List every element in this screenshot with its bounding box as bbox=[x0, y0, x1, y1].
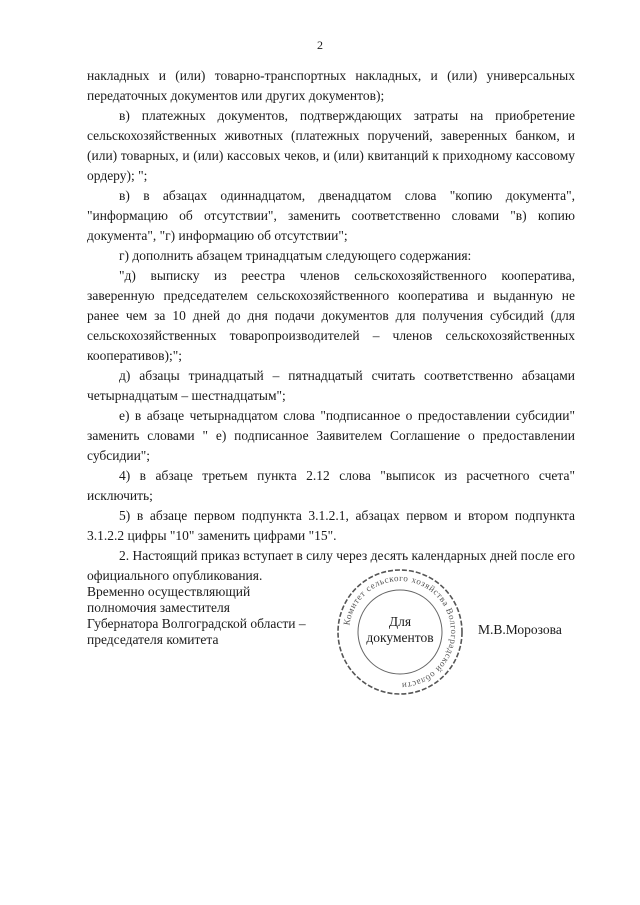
signer-name: М.В.Морозова bbox=[478, 622, 562, 637]
signatory-position bbox=[87, 584, 317, 648]
paragraph-7: е) в абзаце четырнадцатом слова "подписанное о предоставлении субсидии" заменить словами " е) подписанное Заявителем Соглашение о предоставлении субсидии"; bbox=[87, 408, 575, 463]
paragraph-8: 4) в абзаце третьем пункта 2.12 слова "выписок из расчетного счета" исключить; bbox=[87, 468, 575, 503]
paragraph-4: г) дополнить абзацем тринадцатым следующего содержания: bbox=[119, 248, 472, 263]
seal-center-line: документов bbox=[366, 630, 434, 645]
position-line: председателя комитета bbox=[87, 632, 219, 647]
seal-ring-text: Комитет сельского хозяйства Волгоградской области bbox=[341, 572, 460, 692]
paragraph-2: в) платежных документов, подтверждающих затраты на приобретение сельскохозяйственных животных (платежных поручений, заверенных банком, и (или) товарных, и (или) кассовых чеков, и (или) квитанций к приходному кассовому ордеру); "; bbox=[87, 108, 575, 183]
paragraph-3: в) в абзацах одиннадцатом, двенадцатом слова "копию документа", "информацию об отсутствии", заменить соответственно словами "в) копию документа", "г) информацию об отсутствии"; bbox=[87, 188, 575, 243]
paragraph-6: д) абзацы тринадцатый – пятнадцатый считать соответственно абзацами четырнадцатым – шестнадцатым"; bbox=[87, 368, 575, 403]
seal-center-line: Для bbox=[388, 614, 412, 629]
paragraph-1: накладных и (или) товарно-транспортных накладных, и (или) универсальных передаточных документов или других документов); bbox=[87, 68, 575, 103]
document-body bbox=[87, 66, 575, 586]
position-line: Временно осуществляющий bbox=[87, 584, 251, 599]
position-line: полномочия заместителя bbox=[87, 600, 230, 615]
paragraph-9: 5) в абзаце первом подпункта 3.1.2.1, абзацах первом и втором подпункта 3.1.2.2 цифры "10" заменить цифрами "15". bbox=[87, 508, 575, 543]
seal-center-text bbox=[334, 614, 466, 646]
paragraph-5: "д) выписку из реестра членов сельскохозяйственного кооператива, заверенную председателем сельскохозяйственного кооператива и выданную не ранее чем за 10 дней до дня подачи документов для получения субсидий (для сельскохозяйственных товаропроизводителей – членов сельскохозяйственных кооперативов);"; bbox=[87, 268, 575, 363]
paragraph-10: 2. Настоящий приказ вступает в силу через десять календарных дней после его официального опубликования. bbox=[87, 548, 575, 583]
position-line: Губернатора Волгоградской области – bbox=[87, 616, 306, 631]
page-number: 2 bbox=[317, 38, 323, 52]
